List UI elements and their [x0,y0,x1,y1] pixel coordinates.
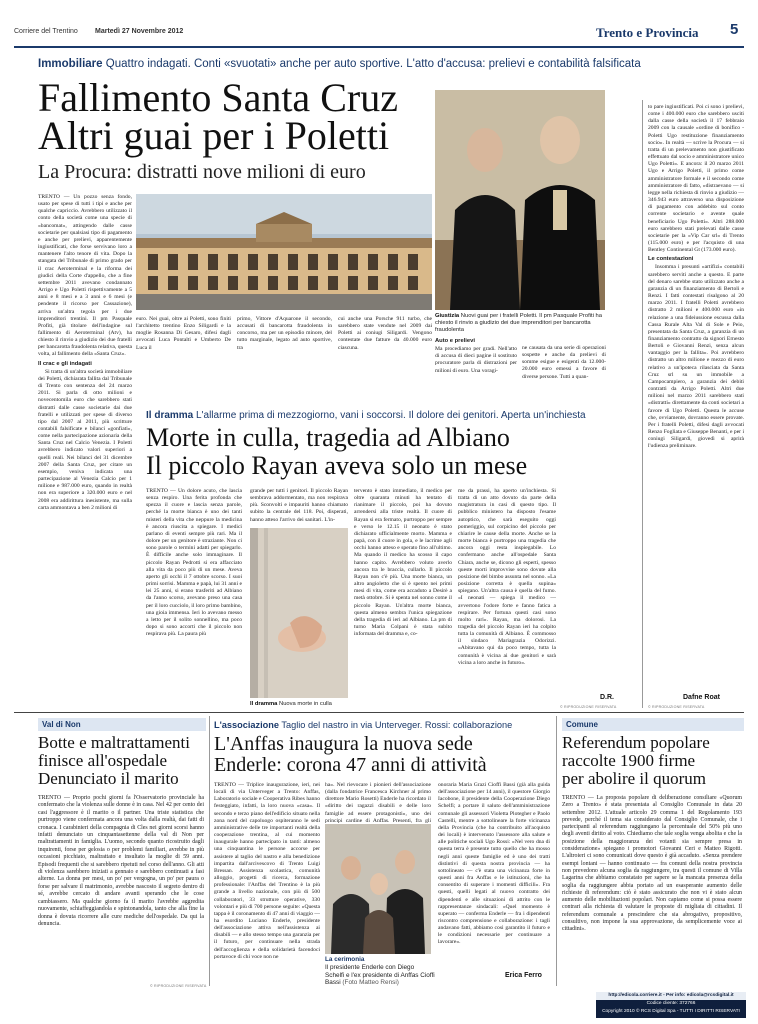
dramma-col2-text: grande per tutti i genitori. Il piccolo Rayan sembrava addormentato, ma non respirava più. Sconvolti e impauriti hanno chiamato subito la centrale del 118. Poi, disperati, hanno atteso l'arrivo dei sanitari. L'in- [250,488,348,523]
main-col-1 [38,194,132,542]
cradle-photo [250,528,348,698]
issue-date: Martedì 27 Novembre 2012 [95,28,184,35]
main-strap-text: Quattro indagati. Conti «svuotati» anche per auto sportive. L'atto d'accusa: prelievi e contabilità falsificata [105,58,641,70]
main-col1-text: TRENTO — Un pozzo senza fondo, usato per spese di tutti i tipi e anche per qualche capriccio. Avrebbero utilizzato il conto della società come una specie di «bancomat», attingendo dalle casse societarie per qualsiasi tipo di pagamento e anche per prelievi, apparentemente ingiustificati, che forse servivano loro a mantenere l'alto tenore di vita. Dopo la stangata del Tribunale di primo grado per il crac Aeroterminal e la riforma dei giudici della Corte d'appello, che a fine settembre 2011 avevano condannato Arrigo e Ugo Poletti rispettivamente a 5 anni e 8 mesi e a 3 anni e 6 mesi (e pendente il ricorso per Cassazione), arriva un'altra tegola per i due imprenditori trentini. Il pm Pasquale Profiti, già titolare dell'indagine sul fallimento di Aeroterminal (Atv), ha chiesto il rinvio a giudizio dei due fratelli per bancarotta fraudolenta relativa, questa volta, al fallimento della «Santa Cruz». [38,194,132,358]
dramma-col3-text: tervento è stato immediato, il medico per oltre quaranta minuti ha tentato di rianimare il piccolo, poi ha dovuto arrendersi alla triste realtà. Il cuore di Rayan si era fermato, purtroppo per sempre e verso le 12.15 il neonato è stato dichiarato ufficialmente morto. Mamma e papà, con il cuore in gola, e le lacrime agli occhi hanno atteso e sperato fino all'ultimo. Ma quando il medico ha scosso il capo hanno capito. Avrebbero voluto averlo ancora tra le braccia, cullarlo. Il piccolo Rayan non c'è più. Una morte bianca, un altro angioletto che si è spento nei primi mesi di vita, come era accaduto a Desirè a metà ottobre. Si è spenta nel sonno come il piccolo Rayan. Un'altra morte bianca, questa almeno sembra l'unica spiegazione della tragedia di ieri ad Albiano. La pm di turno Maria Colpani è stata subito informata del dramma e, co- [354,488,452,638]
main-col-2 [136,316,231,356]
main-col-6 [522,345,606,380]
anffas-kicker: L'associazione [214,720,279,730]
dramma-kicker: Il dramma [146,410,194,421]
building-photo [136,194,432,310]
bottom-divider-1 [209,716,210,986]
dramma-col-2 [250,488,348,522]
valdinon-tag: Val di Non [38,718,206,731]
main-col7b-text: Insomma i presunti «artifizi» contabili sarebbero serviti anche a questo. E parte del denaro sarebbe stato utilizzato anche a garanzia di un finanziamento di Bertoli e Renzi. I fatti contestati risalgono al 20 marzo 2011. I fratelli Poletti avrebbero distratto 2 milioni e 400.000 euro «in relazione a una fideiussione escussa dalla Cassa Rurale Alta Val di Sole e Peio, presentata da Santa Cruz, a garanzia di un finanziamento contratto da signori Ernesto Bertoli e Giovanni Renzi, senza alcun vantaggio per la fallita». Poi avrebbero distratto un altro milione e mezzo di euro relativo a un'ipoteca rilasciata da Santa Cruz srl su un immobile a Campocampiero, a garanzia dei debiti contratti da Arrigo Poletti. Altri due milioni nel marzo 2011 sarebbero stati «distratti» direttamente da conti societari a favore di Ugo Poletti. Questa le accuse che, ovviamente, dovranno essere provate. Per i fratelli Poletti, difesi dagli avvocati Renzo Fogliata e Giuseppe Benanti, e per i coniugi Siligardi, giovedì si aprirà l'udienza preliminare. [648,264,744,450]
main-col4-text: cui anche una Porsche 911 turbo, che sarebbero state vendute nel 2009 dai Poletti ai coniugi Siligardi. Vengono contestate due fatture da 40.000 euro ciascuna. [338,316,432,351]
bottom-divider-2 [556,716,557,986]
court-photo-caption [435,313,605,334]
anffas-headline-1: L'Anffas inaugura la nuova sede [214,733,473,755]
cradle-caption-label: Il dramma [250,701,278,707]
main-col1b-text: Si tratta di un'altra società immobiliare dei Poletti, dichiarata fallita dal Tribunale di Trento con sentenza del 24 marzo 2011. Si parla di otto milioni e novecentomila euro che sarebbero stati distratti dalle casse societarie dai due fratelli e utilizzati per spese di diverso tipo dal 2007 al 2011, più scritture contabili falsificate e bilanci «gonfiati», come nella partecipazione azionaria della Santa Cruz nel Calcio Venezia. I Poletti avrebbero indicato valori superiori a quelli reali. Nei bilanci del 31 dicembre 2007 della Santa Cruz, per citare un esempio, veniva indicata una partecipazione al Venezia Calcio per 1 milione e 987.000 euro, quando in realtà non era superiore a 320.000 euro e nel 2008 era addirittura inesistente, ma sulla carta ammontava a ben 2 milioni di [38,368,132,511]
footer-box [596,992,746,1018]
section-name: Trento e Provincia [596,25,699,40]
court-caption-label: Giustizia [435,313,460,319]
anffas-strap [214,720,554,730]
main-col5-subhead: Auto e prelievi [435,338,475,344]
main-kicker: Immobiliare [38,58,103,70]
main-col7-subhead: Le contestazioni [648,256,694,263]
main-riproduzione: © RIPRODUZIONE RISERVATA [648,705,705,709]
main-col-5 [435,336,517,374]
ceremony-caption [325,956,435,987]
bottom-rule [14,712,744,713]
paper-name: Corriere del Trentino [14,28,78,35]
dramma-col4-text: me da prassi, ha aperto un'inchiesta. Si tratta di un atto dovuto da parte della magistratura in casi di questo tipo. Il pubblico ministero ha disposto l'esame autoptico, che sarà eseguito oggi pomeriggio, sul corpicino del piccolo per chiarire le cause della morte. Anche se la morte bianca è purtroppo una tragedia che ancora oggi resta inspiegabile. Lo confermano anche all'ospedale Santa Chiara, anche se, dicono gli esperti, spesso queste morti improvvise sono dovute alla posizione del bimbo assunta nel sonno. «La posizione corretta è quella supina» spiegano. Un'altra causa è quella del fumo. «I neonati — spiega il medico — avvertono l'odore forte e fanno fatica a respirare. Per fortuna questi casi sono molto rari». Rayan, ma dolorosi. La tragedia del piccolo Rayan ieri ha colpito tutta la comunità di Albiano. È commosso il sindaco Mariagrazia Odorizzi. «Abitavano qui da poco tempo, tutta la comunità è vicina ai due genitori e sarà vicina a loro anche in futuro». [458,488,556,666]
page-header [14,20,744,44]
anffas-col-2 [325,782,431,822]
ceremony-photo [325,824,431,954]
anffas-col-1 [214,782,320,982]
dramma-strap-text: L'allarme prima di mezzogiorno, vani i soccorsi. Il dolore dei genitori. Aperta un'inchiesta [196,410,586,421]
comune-body [562,795,742,971]
dramma-byline: D.R. [600,694,614,701]
dramma-strap [146,410,646,421]
main-col6-text: ne causata da una serie di operazioni sospette e anche da prelievi di somme esigue e esigenti da 12.000-20.000 euro emessi a favore di diverse persone. Tutti a quan- [522,345,606,380]
comune-body-text: TRENTO — La proposta popolare di deliberazione consiliare «Quorum Zero a Trento» è stata presentata al Consiglio Comunale in data 20 settembre 2012. L'attuale articolo 29 comma 1 del Regolamento 193 prevede, perché il tema sia considerato dal Consiglio Comunale, che i partecipanti al referendum raggiungano la percentuale del 50% più uno degli aventi diritto al voto. Chiediamo che tale soglia venga abolita e che la posizione della maggioranza dei votanti sia sempre presa in considerazione» spiegano i promotori Giovanni Ceri e Matteo Rigotti. L'altroieri ci sono comunicati dove questo è già accaduto. «Senza prendere esempi lontani — hanno continuato — fra comuni della nostra provincia non prevedono alcuna soglia da raggiungere, tra questi il comune di Villa Lagarina che abbiamo constatato per sapere se la mancata presenza della soglia da raggiungere abbia portato ad un esasperante aumento delle richieste di referendum: ciò è stato assicurato che non vi è stato alcun aumento delle mobilitazioni popolari. Non capiamo come si possa essere contrari alla richiesta di valutare le proposte di migliaia di cittadini. Il referendum comunale a prescindere che sia abrogativo, propositivo, consultivo, non impone la sua approvazione, da semplicemente voce ai cittadini». [562,795,742,933]
main-col3-text: primo, Vittore d'Aquarone il secondo, accusati di bancarotta fraudolenta in concorso, ma per un episodio minore, del tutto marginale, legato ad auto sportive, tra [237,316,332,351]
comune-tag: Comune [562,718,744,731]
main-col-7 [648,104,744,704]
dramma-col-4 [458,488,556,678]
main-col7-text: to pare ingiustificati. Poi ci sono i prelievi, come i 400.000 euro che sarebbero usciti dalla casse della società il 17 febbraio 2009 con la causale «ordine di bonifico - Poletti Ugo restituzione finanziamento socio». In realtà — scrive la Procura — si tratta di un prelevamento non giustificato effettuato dal socio e amministratore unico Ugo Poletti». E ancora: il 20 marzo 2011 Ugo e Arrigo Poletti, il primo come amministratore formale e il secondo come amministratore di fatto, «distraevano — si legge nella richiesta di rinvio a giudizio — 346.943 euro attraverso una disposizione di pagamento con addebito sul conto corrente societario e avente quale beneficiario Ugo Poletti». Altri 288.000 euro sarebbero stati prelevati dalle casse societarie per la «Vip Car srl» di Trento (115.000 euro) e per l'acquisto di una Bentley Continental Gt (173.000 euro). [648,104,744,254]
dramma-riproduzione: © RIPRODUZIONE RISERVATA [560,705,617,709]
footer-link[interactable]: http://edicola.corriere.it - Per info: edicola@rcsdigital.it [596,992,746,1000]
anffas-strap-text: Taglio del nastro in via Unterveger. Rossi: collaborazione [281,720,513,730]
anffas-col1-text: TRENTO — Triplice inaugurazione, ieri, nei locali di via Unterveger a Trento: Anffas, Laboratorio sociale e Cooperativa Ribes hanno festeggiato, infatti, la loro nuova «casa». Il secondo e terzo piano dell'edificio situato nella zona nord del capoluogo ospiteranno le sedi amministrative delle tre importanti realtà della cooperazione trentina, al cui momento inaugurale hanno partecipato in tanti: almeno una cinquantina le persone accorse per assistere al taglio del nastro e alla benedizione impartita dall'arcivescovo di Trento Luigi Bressan. Assistenza scolastica, comunità alloggio, progetti di ricerca, formazione professionale: l'Anffas del Trentino è la più grande a livello nazionale, con più di 500 collaboratori, 33 strutture operative, 330 volontari e più di 700 persone seguite: «Questa tappa è il coronamento di 47 anni di viaggio — ha esordito Luciano Enderle, presidente dell'associazione attiva nell'assistenza ai disabili — e allo stesso tempo una garanzia per il futuro, per continuare nella strada dell'accoglienza e della solidarietà facendoci portavoce di chi voce non ne [214,782,320,960]
valdinon-body [38,795,204,979]
anffas-col3-text: onoraria Maria Grazi Cioffi Bassi (già alla guida dell'associazione per 14 anni), il questore Giorgio Iacobone, il presidente della Cooperazione Diego Schelfi; a portare il saluto dell'amministrazione comunale gli assessori Violetta Plotegher e Paolo Castelli, mentre a sottolineare la forte vicinanza della Provincia (che ha contribuito all'acquisto dei locali) è intervenuto l'assessore alla salute e alle politiche sociali Ugo Rossi: «Nel vero dna di questa terra è presente tutto quello che ha mosso negli anni queste famiglie ed è uno dei tratti distintivi di questa nostra provincia — ha sottolineato — c'è stata una vicinanza forte in questi anni fra Anffas e le istituzioni, che ha consentito di superare i momenti difficili». Fra questi, quelli legati al nuovo contratto dei dipendenti e alle situazioni di attrito con le rappresentanze sindacali: «Quel momento è superato — conferma Enderle — fra i dipendenti riscontro comprensione e collaborazione: i tagli andavano fatti, abbiamo così garantito il futuro e le condizioni necessarie per continuare a lavorare». [438,782,550,946]
main-col2-text: euro. Nei guai, oltre ai Poletti, sono finiti l'architetto trentino Enzo Siligardi e la moglie Rosanna Di Gesaro, difesi dagli avvocati Luca Pontalti e Umberto De Luca il [136,316,231,351]
footer-client-code: Codice cliente: 372766 [646,1001,696,1006]
cradle-caption-text: Nuova morte in culla [279,701,332,707]
main-byline: Dafne Roat [683,694,720,701]
valdinon-headline-1: Botte e maltrattamenti [38,733,191,752]
dramma-headline-2: Il piccolo Rayan aveva solo un mese [146,451,528,480]
court-photo [435,90,605,310]
footer-copyright: Copyright 2010 © RCS Digital Spa - TUTTI I DIRITTI RISERVATI [602,1009,740,1014]
anffas-col2-text: ha». Nel rievocare i pionieri dell'associazione (dalla fondatrice Francesca Kirchner al primo direttore Mario Rosetti) Enderle ha ricordato il «diritto dei ragazzi disabili e delle loro famiglie ad essere protagonisti», uno dei principi cardine di Anffas. Presenti, fra gli [325,782,431,824]
valdinon-headline-2: finisce all'ospedale [38,751,168,770]
anffas-col-3 [438,782,550,968]
main-subheadline: La Procura: distratti nove milioni di euro [38,161,366,183]
main-col5-text: Ma procediamo per gradi. Nell'atto di accusa di dieci pagine il sostituto procuratore parla di distrazioni per milioni di euro. Una voragi- [435,346,517,374]
court-caption-text: Nuovi guai per i fratelli Poletti. Il pm Pasquale Profiti ha chiesto il rinvio a giudizio dei due imprenditori per bancarotta fraudolenta [435,313,602,333]
comune-headline-1: Referendum popolare [562,733,710,752]
header-rule [14,46,744,48]
anffas-byline: Erica Ferro [505,972,542,979]
dramma-col1-text: TRENTO — Un dolore acuto, che lascia senza respiro. Una ferita profonda che spezza il cuore e lascia senza parole, perché la morte bianca è uno dei tanti misteri della vita che neppure la medicina è ancora riuscita a spiegare. I medici parlano di eventi sempre più rari. Ma il dolore per un genitore è straziante. Non ci sono parole o termini adatti per spiegarlo. È difficile anche solo immaginare. Il piccolo Rayan Pedrotti si era affacciato alla vita da poco più di un mese. Aveva aperto gli occhi il 7 ottobre scorso. I suoi primi sorrisi. Mamma e papà, lui 31 anni e lei 25 anni, si erano trasferiti ad Albiano da l'anno scorso, avevano preso una casa per il loro cucciolo, il loro primo bambino, una gioia immensa. Ieri lo avevano messo a letto per il solito sonnellino, ma poco dopo si sono accorti che il piccolo non respirava più. La paura più [146,488,242,638]
column-divider [642,100,643,708]
valdinon-headline-3: Denunciato il marito [38,769,179,788]
comune-headline-2: raccolte 1900 firme [562,751,696,770]
valdinon-riproduzione: © RIPRODUZIONE RISERVATA [150,984,207,988]
dramma-headline-1: Morte in culla, tragedia ad Albiano [146,423,510,452]
main-headline-2: Altri guai per i Poletti [38,113,390,158]
comune-headline-3: per abolire il quorum [562,769,706,788]
main-col-4 [338,316,432,356]
main-strap [38,58,738,70]
dramma-col-3 [354,488,452,704]
ceremony-caption-label: La cerimonia [325,956,365,963]
page-number: 5 [730,21,739,38]
cradle-caption [250,701,348,708]
ceremony-caption-credit: (Foto Matteo Rensi) [342,979,399,987]
ceremony-caption-text: Il presidente Enderle con Diego Schelfi e l'ex presidente di Anffas Cioffi Bassi [325,963,435,987]
valdinon-body-text: TRENTO — Proprio pochi giorni fa l'Osservatorio provinciale ha confermato che la violenza sulle donne è in casa. Nel 42 per cento dei casi l'aggressore è il marito o il partner. Una triste statistica che purtroppo viene confermata ancora una volta dalla realtà, dai fatti di cronaca. I carabinieri della compagnia di Cles nei giorni scorsi hanno infatti denunciato un cinquantasettenne della val di Non per maltrattamenti in famiglia. L'uomo, secondo quanto ricostruito dagli inquirenti, forse per gelosia o per problemi familiari, avrebbe in più occasioni picchiato, maltrattato e insultato la moglie di 59 anni. Episodi frequenti che si sarebbero ripetuti nel corso dell'anno. Gli atti di violenza sarebbero iniziati a gennaio e sarebbero continuati a fasi alterne. La donna per mesi, un po' per vergogna, un po' per paura o forse per salvare il matrimonio, avrebbe nascosto il segreto dentro di sé, avrebbe cercato di andare avanti sperando che le cose cambiassero. Ma qualche giorno fa il marito l'avrebbe aggredita nuovamente, schiaffeggiandola e spintonandola, tanto che alla fine la donna è dovuta ricorrere alle cure mediche dell'ospedale. Da qui la denuncia. [38,795,204,927]
anffas-headline-2: Enderle: corona 47 anni di attività [214,754,487,776]
dramma-col-1 [146,488,242,704]
main-col-3 [237,316,332,356]
main-col1-subhead: Il crac e gli indagati [38,360,92,367]
main-headline-1: Fallimento Santa Cruz [38,75,398,120]
